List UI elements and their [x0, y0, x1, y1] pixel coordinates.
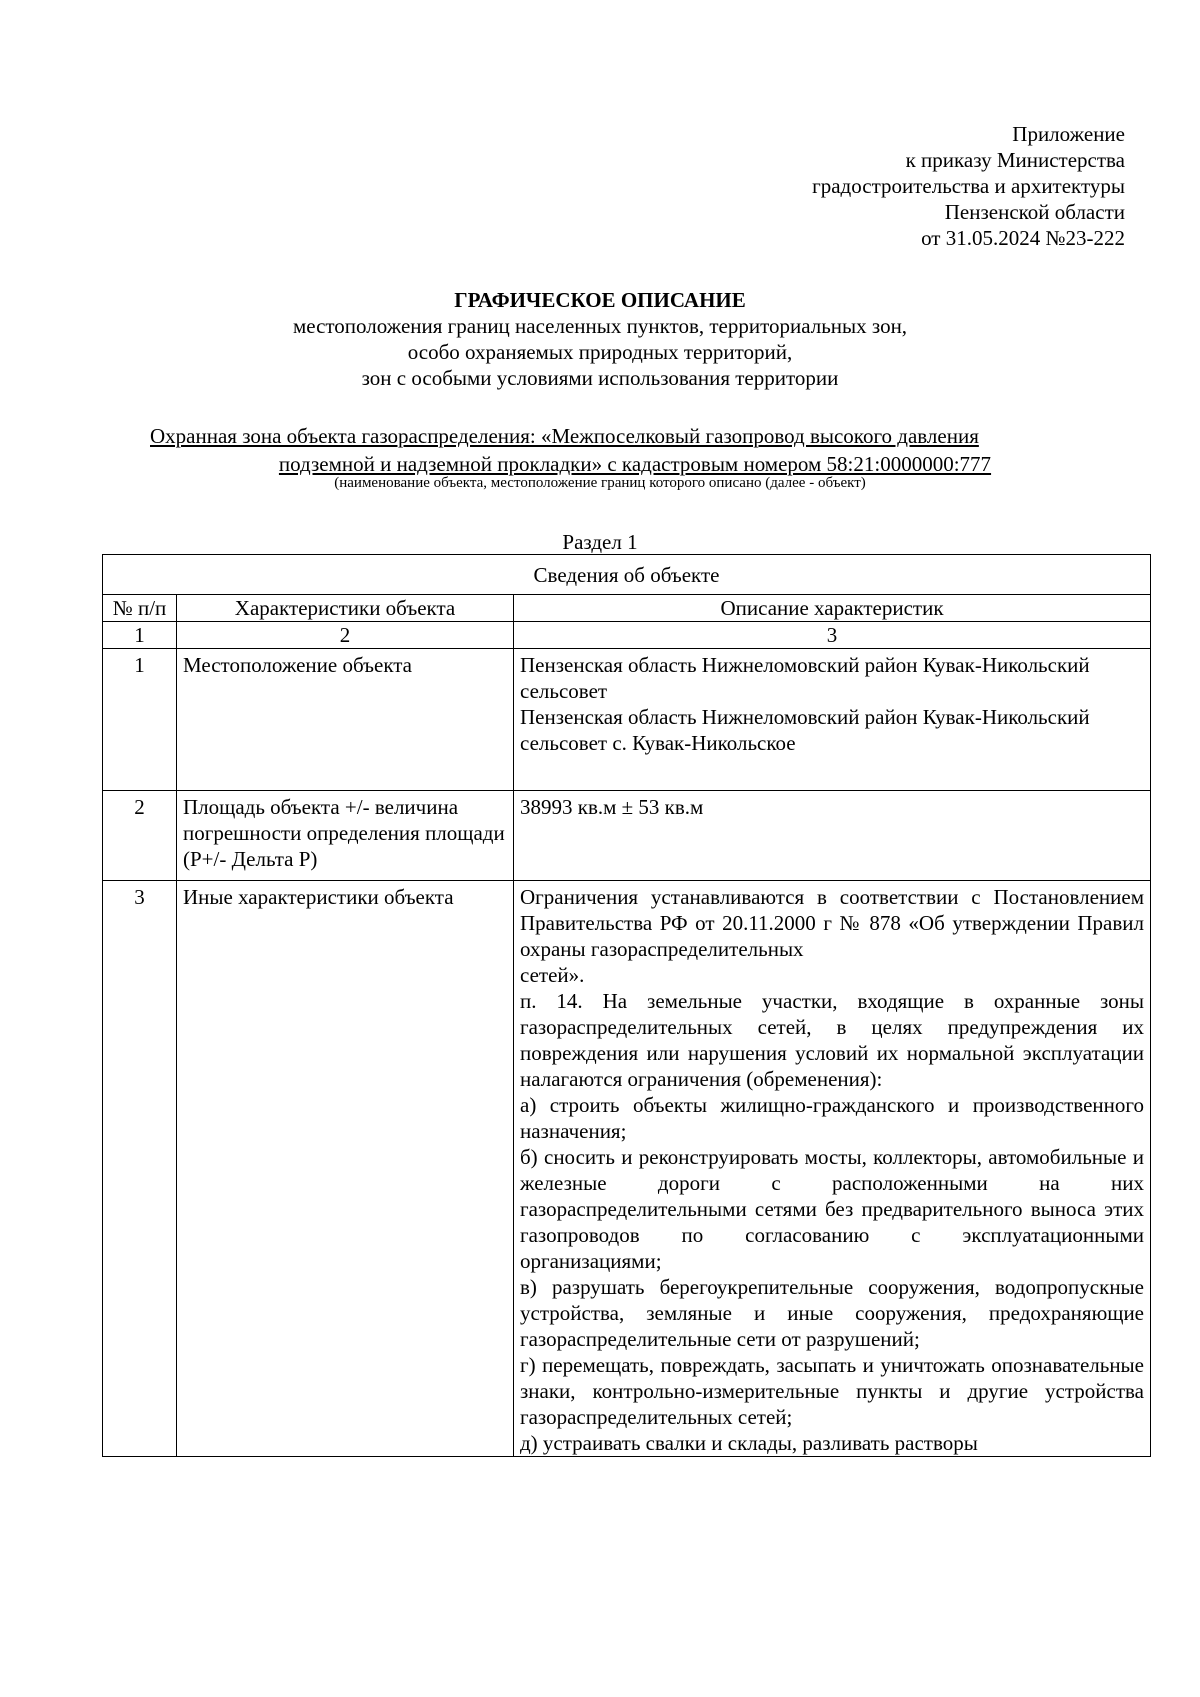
description-paragraph: д) устраивать свалки и склады, разливать растворы [520, 1431, 978, 1455]
document-subtitle-line: местоположения границ населенных пунктов, территориальных зон, [292, 314, 908, 338]
section-label: Раздел 1 [562, 530, 638, 554]
row-number: 3 [103, 881, 177, 1457]
row-description [514, 649, 1151, 791]
table-caption-row [103, 555, 1151, 595]
column-number: 3 [514, 622, 1151, 649]
description-paragraph: в) разрушать берегоукрепительные сооружения, водопропускные устройства, земляные и иные сооружения, предохраняющие газораспределительные сети от разрушений; [520, 1275, 1144, 1351]
object-name-line: подземной и надземной прокладки» с кадастровым номером 58:21:0000000:777 [278, 452, 992, 476]
appendix-line: Приложение [1012, 122, 1125, 146]
row-number: 2 [103, 791, 177, 881]
description-paragraph: а) строить объекты жилищно-гражданского и производственного назначения; [520, 1093, 1144, 1143]
table-row [103, 881, 1151, 1457]
row-description [514, 881, 1151, 1457]
description-paragraph: 38993 кв.м ± 53 кв.м [520, 795, 704, 819]
row-number: 1 [103, 649, 177, 791]
column-header: Описание характеристик [514, 595, 1151, 622]
table-header-row [103, 595, 1151, 622]
document-title-block [0, 287, 1200, 391]
description-paragraph: б) сносить и реконструировать мосты, коллекторы, автомобильные и железные дороги с расположенными на них газораспределительными сетями без предварительного выноса этих газопроводов по согласованию с эксплуатационными организациями; [520, 1145, 1144, 1273]
document-subtitle-line: зон с особыми условиями использования территории [361, 366, 839, 390]
table-row [103, 791, 1151, 881]
appendix-block [625, 121, 1125, 251]
appendix-date: от 31.05.2024 №23-222 [921, 226, 1125, 250]
appendix-line: Пензенской области [944, 200, 1125, 224]
column-number-row [103, 622, 1151, 649]
appendix-line: к приказу Министерства [905, 148, 1125, 172]
object-name-line: Охранная зона объекта газораспределения: «Межпоселковый газопровод высокого давления [150, 424, 979, 448]
description-paragraph: сетей». [520, 963, 585, 987]
description-paragraph: Пензенская область Нижнеломовский район Кувак-Никольский сельсовет [520, 653, 1090, 703]
column-number: 1 [103, 622, 177, 649]
column-header: № п/п [103, 595, 177, 622]
object-name-hint: (наименование объекта, местоположение границ которого описано (далее - объект) [334, 475, 866, 491]
row-description [514, 791, 1151, 881]
description-paragraph: п. 14. На земельные участки, входящие в охранные зоны газораспределительных сетей, в целях предупреждения их повреждения или нарушения условий их нормальной эксплуатации налагаются ограничения (обременения): [520, 989, 1144, 1091]
table-caption: Сведения об объекте [103, 555, 1151, 595]
description-paragraph: Пензенская область Нижнеломовский район Кувак-Никольский сельсовет с. Кувак-Никольское [520, 705, 1090, 755]
object-info-table [102, 554, 1151, 1457]
column-header: Характеристики объекта [177, 595, 514, 622]
document-subtitle-line: особо охраняемых природных территорий, [407, 340, 793, 364]
row-characteristic: Местоположение объекта [177, 649, 514, 791]
object-name [150, 422, 1120, 478]
column-number: 2 [177, 622, 514, 649]
description-paragraph: г) перемещать, повреждать, засыпать и уничтожать опознавательные знаки, контрольно-измерительные пункты и другие устройства газораспределительных сетей; [520, 1353, 1144, 1429]
row-characteristic: Иные характеристики объекта [177, 881, 514, 1457]
table-row [103, 649, 1151, 791]
row-characteristic: Площадь объекта +/- величина погрешности определения площади (Р+/- Дельта Р) [177, 791, 514, 881]
document-title: ГРАФИЧЕСКОЕ ОПИСАНИЕ [454, 288, 746, 312]
description-paragraph: Ограничения устанавливаются в соответствии с Постановлением Правительства РФ от 20.11.2000 г № 878 «Об утверждении Правил охраны газораспределительных [520, 885, 1144, 961]
appendix-line: градостроительства и архитектуры [812, 174, 1125, 198]
